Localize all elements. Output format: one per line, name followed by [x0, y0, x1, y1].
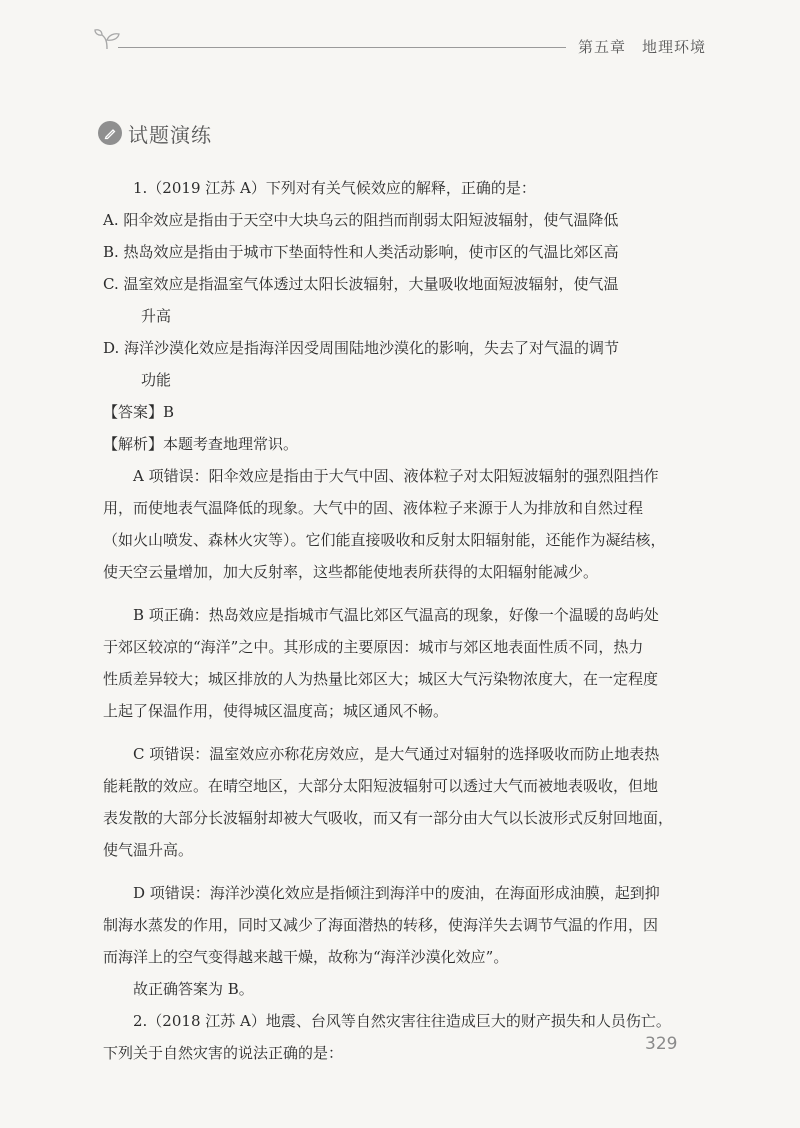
page-number: 329	[645, 1034, 678, 1054]
analysis-label: 【解析】本题考查地理常识。	[103, 435, 299, 453]
answer-label: 【答案】B	[103, 403, 175, 421]
analysis-a-line: 使天空云量增加，加大反射率，这些都能使地表所获得的太阳辐射能减少。	[103, 563, 599, 581]
paragraph-gap	[103, 588, 703, 599]
question-content	[103, 172, 703, 1069]
page-header	[0, 0, 800, 70]
analysis-c-line: C 项错误：温室效应亦称花房效应，是大气通过对辐射的选择吸收而防止地表热	[133, 745, 660, 763]
section-heading	[98, 118, 212, 148]
analysis-d-line: 而海洋上的空气变得越来越干燥，故称为“海洋沙漠化效应”。	[103, 948, 509, 966]
analysis-c-line: 使气温升高。	[103, 841, 194, 859]
paragraph-gap	[103, 727, 703, 738]
option-b: B. 热岛效应是指由于城市下垫面特性和人类活动影响，使市区的气温比郊区高	[103, 243, 619, 261]
option-a: A. 阳伞效应是指由于天空中大块乌云的阻挡而削弱太阳短波辐射，使气温降低	[103, 211, 619, 229]
question1-stem: 1.（2019 江苏 A）下列对有关气候效应的解释，正确的是：	[133, 179, 536, 197]
option-c: C. 温室效应是指温室气体透过太阳长波辐射，大量吸收地面短波辐射，使气温	[103, 275, 619, 293]
analysis-a-line: 用，而使地表气温降低的现象。大气中的固、液体粒子来源于人为排放和自然过程	[103, 499, 644, 517]
option-c-cont: 升高	[141, 307, 172, 325]
section-title: 试题演练	[128, 122, 212, 147]
analysis-d-line: D 项错误：海洋沙漠化效应是指倾注到海洋中的废油，在海面形成油膜，起到抑	[133, 884, 660, 902]
analysis-b-line: 上起了保温作用，使得城区温度高；城区通风不畅。	[103, 702, 449, 720]
header-rule	[118, 47, 566, 48]
analysis-c-line: 表发散的大部分长波辐射却被大气吸收，而又有一部分由大气以长波形式反射回地面，	[103, 809, 674, 827]
pencil-badge-icon	[98, 121, 122, 145]
analysis-a-line: （如火山喷发、森林火灾等）。它们能直接吸收和反射太阳辐射能，还能作为凝结核，	[103, 531, 666, 549]
analysis-b-line: 性质差异较大；城区排放的人为热量比郊区大；城区大气污染物浓度大，在一定程度	[103, 670, 659, 688]
paragraph-gap	[103, 866, 703, 877]
conclusion: 故正确答案为 B。	[133, 980, 254, 998]
analysis-d-line: 制海水蒸发的作用，同时又减少了海面潜热的转移，使海洋失去调节气温的作用，因	[103, 916, 659, 934]
analysis-b-line: 于郊区较凉的“海洋”之中。其形成的主要原因：城市与郊区地表面性质不同，热力	[103, 638, 644, 656]
question2-line: 下列关于自然灾害的说法正确的是：	[103, 1044, 344, 1062]
analysis-b-line: B 项正确：热岛效应是指城市气温比郊区气温高的现象，好像一个温暖的岛屿处	[133, 606, 659, 624]
analysis-c-line: 能耗散的效应。在晴空地区，大部分太阳短波辐射可以透过大气而被地表吸收，但地	[103, 777, 659, 795]
chapter-title: 第五章 地理环境	[578, 38, 707, 56]
option-d: D. 海洋沙漠化效应是指海洋因受周围陆地沙漠化的影响，失去了对气温的调节	[103, 339, 620, 357]
option-d-cont: 功能	[141, 371, 172, 389]
sprout-icon	[94, 28, 120, 50]
analysis-a-line: A 项错误：阳伞效应是指由于大气中固、液体粒子对太阳短波辐射的强烈阻挡作	[133, 467, 659, 485]
question2-line: 2.（2018 江苏 A）地震、台风等自然灾害往往造成巨大的财产损失和人员伤亡。	[133, 1012, 671, 1030]
